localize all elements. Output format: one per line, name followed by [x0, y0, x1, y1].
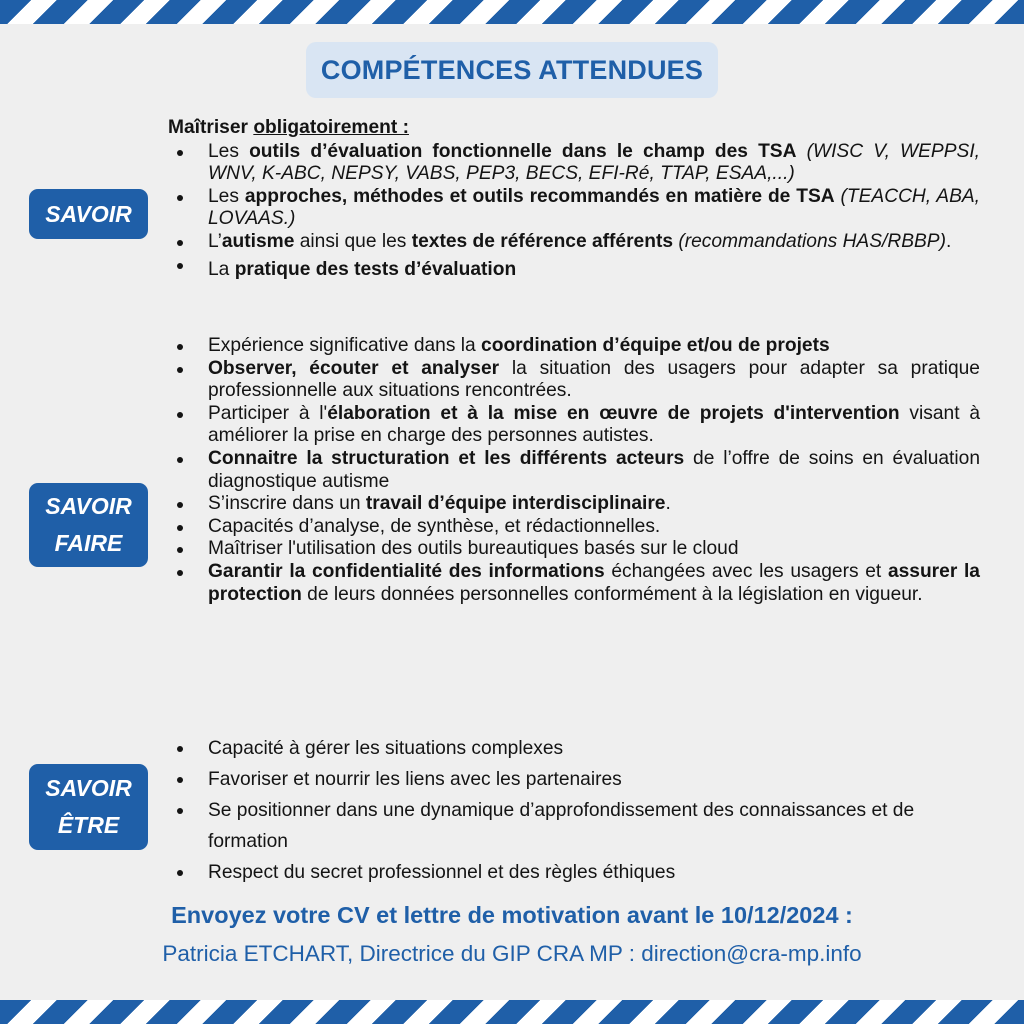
savoir-faire-badge: [29, 483, 148, 567]
text: La: [208, 258, 235, 280]
text: Participer à l': [208, 402, 328, 424]
list-item: Favoriser et nourrir les liens avec les partenaires: [208, 764, 980, 795]
bold-text: Connaitre la structuration et les différents acteurs: [208, 447, 685, 469]
savoir-etre-badge: [29, 764, 148, 850]
bold-text: élaboration et à la mise en œuvre de projets d'intervention: [327, 402, 900, 424]
savoir-list: [168, 141, 980, 285]
bottom-stripe-border: [0, 1000, 1024, 1024]
bold-text: coordination d’équipe et/ou de projets: [481, 335, 830, 356]
bold-text: Garantir la confidentialité des informations: [208, 560, 605, 582]
list-item: [208, 141, 980, 186]
savoir-badge: [29, 189, 148, 239]
text: S’inscrire dans un: [208, 493, 366, 515]
list-item: Capacité à gérer les situations complexes: [208, 733, 980, 764]
savoir-faire-list: [168, 335, 980, 606]
italic-text: (recommandations HAS/RBBP): [673, 230, 946, 252]
bold-text: textes de référence afférents: [411, 230, 674, 252]
savoir-section: [168, 117, 980, 285]
bold-text: outils d’évaluation fonctionnelle dans le champ des TSA: [249, 140, 797, 162]
list-item: [208, 538, 980, 561]
savoir-etre-section: [168, 733, 980, 888]
text: .: [665, 493, 671, 515]
text: ainsi que les: [294, 230, 412, 252]
list-item: [208, 231, 980, 254]
text: Capacités d’analyse, de synthèse, et rédactionnelles.: [208, 515, 661, 537]
list-item: [208, 403, 980, 448]
bold-text: pratique des tests d’évaluation: [234, 258, 517, 280]
text: la situation des usagers pour adapter sa pratique professionnelle aux situations rencontrées.: [208, 357, 980, 402]
title-banner: [306, 42, 718, 98]
savoir-faire-section: [168, 335, 980, 606]
bold-text: travail d’équipe interdisciplinaire: [365, 493, 666, 515]
contact-line: Patricia ETCHART, Directrice du GIP CRA MP : direction@cra-mp.info: [162, 941, 862, 966]
application-deadline: Envoyez votre CV et lettre de motivation avant le 10/12/2024 :: [171, 902, 853, 928]
savoir-faire-badge-line1: SAVOIR: [45, 493, 132, 519]
list-item: [208, 254, 980, 285]
savoir-etre-list: [168, 733, 980, 888]
text: L’: [208, 230, 222, 252]
savoir-etre-badge-line2: ÊTRE: [57, 812, 120, 838]
italic-text: (TEACCH, ABA, LOVAAS.): [208, 185, 981, 230]
text: visant à améliorer la prise en charge des personnes autistes.: [208, 402, 981, 447]
savoir-lead: [168, 117, 980, 140]
text: Les: [208, 185, 245, 207]
list-item: [208, 561, 980, 606]
savoir-badge-label: SAVOIR: [45, 200, 132, 227]
text: Maîtriser l'utilisation des outils bureautiques basés sur le cloud: [208, 538, 739, 560]
savoir-lead-underlined: obligatoirement :: [253, 117, 409, 138]
page-title: COMPÉTENCES ATTENDUES: [320, 54, 704, 85]
bold-text: approches, méthodes et outils recommandés en matière de TSA: [244, 185, 835, 207]
text: de l’offre de soins en évaluation diagnostique autisme: [208, 447, 980, 492]
text: de leurs données personnelles conformément à la législation en vigueur.: [301, 583, 923, 605]
text: Les: [208, 140, 250, 162]
list-item: Respect du secret professionnel et des règles éthiques: [208, 857, 980, 888]
list-item: [208, 493, 980, 516]
bold-text: Observer, écouter et analyser: [208, 357, 500, 379]
list-item: [208, 448, 980, 493]
top-stripe-border: [0, 0, 1024, 24]
list-item: Se positionner dans une dynamique d’approfondissement des connaissances et de formation: [208, 795, 923, 857]
italic-text: (WISC V, WEPPSI, WNV, K-ABC, NEPSY, VABS, PEP3, BECS, EFI-Ré, TTAP, ESAA,...): [208, 140, 980, 185]
bold-text: autisme: [221, 230, 295, 252]
text: .: [946, 230, 952, 252]
bold-text: assurer la protection: [208, 560, 980, 605]
list-item: [208, 335, 980, 358]
savoir-faire-badge-line2: FAIRE: [54, 530, 123, 556]
list-item: [208, 358, 980, 403]
list-item: [208, 516, 980, 539]
list-item: [208, 186, 980, 231]
text: échangées avec les usagers et: [604, 560, 888, 582]
text: Expérience significative dans la: [208, 335, 482, 356]
savoir-lead-text: Maîtriser: [168, 117, 254, 138]
savoir-etre-badge-line1: SAVOIR: [45, 775, 132, 801]
